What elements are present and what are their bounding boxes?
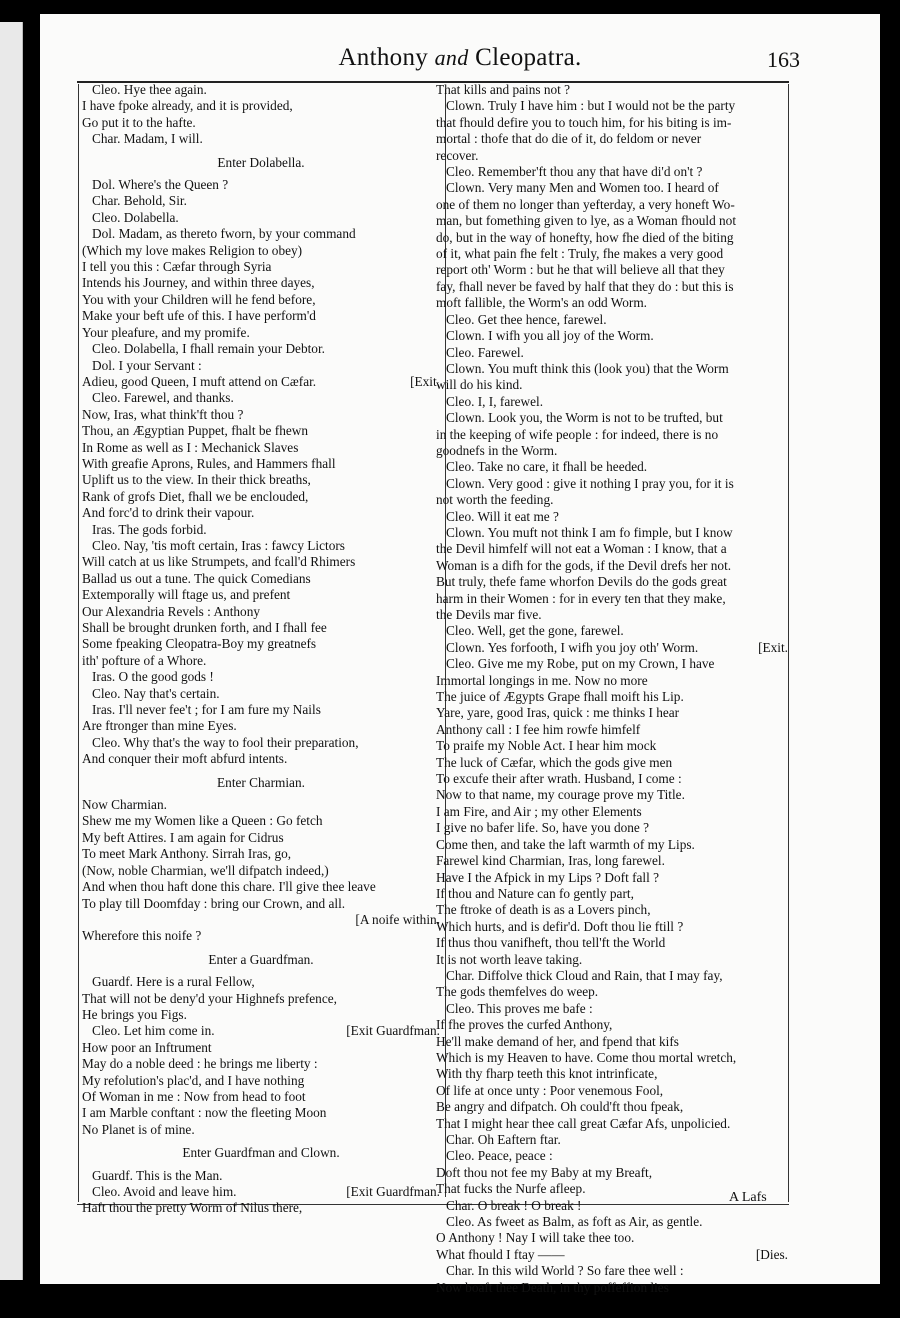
text-line	[82, 1073, 440, 1089]
line-text: I am Fire, and Air ; my other Elements	[436, 803, 642, 819]
text-line	[436, 1148, 788, 1164]
text-line	[82, 830, 440, 846]
text-line	[436, 295, 788, 311]
line-text: Cleo. Farewel.	[436, 344, 524, 360]
text-line	[82, 813, 440, 829]
line-text: report oth' Worm : but he that will believe all that they	[436, 262, 725, 278]
text-line	[82, 912, 440, 928]
line-text: The ftroke of death is as a Lovers pinch,	[436, 902, 651, 918]
line-text: Woman is a difh for the gods, if the Devil drefs her not.	[436, 557, 732, 573]
text-line	[82, 1023, 440, 1039]
line-text: moft fallible, the Worm's an odd Worm.	[436, 295, 648, 311]
line-text: Make your beft ufe of this. I have perform'd	[82, 308, 316, 324]
text-line	[436, 656, 788, 672]
line-text: the Devil himfelf will not eat a Woman : I know, that a	[436, 541, 727, 557]
text-line	[82, 275, 440, 291]
line-text: Cleo. Let him come in.	[82, 1023, 215, 1039]
line-text: Clown. Yes forfooth, I wifh you joy oth' Worm.	[436, 639, 699, 655]
text-line	[436, 1034, 788, 1050]
line-text: Immortal longings in me. Now no more	[436, 672, 648, 688]
text-line	[436, 820, 788, 836]
text-line	[82, 308, 440, 324]
text-line	[82, 472, 440, 488]
line-text: Enter a Guardfman.	[208, 951, 314, 967]
text-line	[436, 148, 788, 164]
line-text: Cleo. Dolabella, I fhall remain your Debtor.	[82, 341, 325, 357]
text-line	[436, 328, 788, 344]
page-number: 163	[767, 47, 800, 72]
line-text: Cleo. Nay, 'tis moft certain, Iras : fawcy Lictors	[82, 537, 345, 553]
text-line	[436, 1001, 788, 1017]
text-line	[436, 640, 788, 656]
line-text: What fhould I ftay ——	[436, 1246, 565, 1262]
line-text: Cleo. Get thee hence, farewel.	[436, 311, 607, 327]
line-text: Shall be brought drunken forth, and I fhall fee	[82, 620, 327, 635]
line-text: The luck of Cæfar, which the gods give men	[436, 754, 673, 770]
text-line	[82, 505, 440, 521]
line-text: But truly, thefe fame whorfon Devils do the gods great	[436, 574, 727, 590]
text-line	[82, 846, 440, 862]
line-text: I have fpoke already, and it is provided,	[82, 98, 293, 114]
line-text: Be angry and difpatch. Oh could'ft thou fpeak,	[436, 1099, 684, 1115]
text-line	[436, 492, 788, 508]
text-line	[436, 1050, 788, 1066]
line-text: Char. O break ! O break !	[436, 1197, 582, 1213]
text-line	[436, 1247, 788, 1263]
line-text: Now Charmian.	[82, 797, 167, 813]
line-text: O Anthony ! Nay I will take thee too.	[436, 1230, 635, 1246]
text-line	[82, 735, 440, 751]
text-line	[436, 804, 788, 820]
text-line	[436, 115, 788, 131]
title-anthony: Anthony	[338, 44, 429, 71]
line-text: Clown. Very good : give it nothing I pray you, for it is	[436, 475, 734, 491]
text-line	[436, 213, 788, 229]
text-line	[82, 1122, 440, 1138]
text-line	[82, 259, 440, 275]
line-text: Cleo. I, I, farewel.	[436, 393, 544, 409]
text-line	[436, 673, 788, 689]
text-line	[436, 705, 788, 721]
line-text: Cleo. Why that's the way to fool their preparation,	[82, 734, 359, 750]
line-text: My beft Attires. I am again for Cidrus	[82, 829, 284, 845]
line-text: Cleo. Avoid and leave him.	[82, 1183, 237, 1199]
text-line	[436, 574, 788, 590]
line-text: I tell you this : Cæfar through Syria	[82, 259, 272, 275]
line-text: Char. Diffolve thick Cloud and Rain, that I may fay,	[436, 967, 723, 983]
line-text: goodnefs in the Worm.	[436, 442, 558, 458]
text-line	[436, 787, 788, 803]
text-line	[436, 853, 788, 869]
line-text: the Devils mar five.	[436, 607, 542, 622]
line-text: Cleo. This proves me bafe :	[436, 1000, 593, 1016]
line-text: Enter Dolabella.	[217, 154, 305, 170]
line-text: May do a noble deed : he brings me liberty :	[82, 1056, 318, 1072]
line-text: He brings you Figs.	[82, 1006, 187, 1022]
text-line	[82, 718, 440, 734]
line-text: Come then, and take the laft warmth of my Lips.	[436, 836, 695, 852]
text-line	[82, 440, 440, 456]
text-line	[82, 131, 440, 147]
line-text: man, but fomething given to lye, as a Woman fhould not	[436, 213, 737, 229]
line-text: Guardf. Here is a rural Fellow,	[82, 974, 255, 990]
line-text: Of Woman in me : Now from head to foot	[82, 1088, 306, 1104]
line-text: If fhe proves the curfed Anthony,	[436, 1017, 613, 1033]
line-text: Iras. O the good gods !	[82, 669, 214, 685]
line-text: Char. Madam, I will.	[82, 131, 203, 147]
text-line	[436, 1132, 788, 1148]
line-text: mortal : thofe that do die of it, do feldom or never	[436, 131, 702, 147]
line-text: Shew me my Women like a Queen : Go fetch	[82, 813, 323, 829]
text-line	[436, 755, 788, 771]
line-text: do, but in the way of honefty, how fhe died of the biting	[436, 229, 734, 245]
line-text: I give no bafer life. So, have you done ?	[436, 820, 650, 836]
text-line	[436, 1116, 788, 1132]
line-text: Our Alexandria Revels : Anthony	[82, 603, 261, 619]
text-line	[82, 193, 440, 209]
line-text: Some fpeaking Cleopatra-Boy my greatnefs	[82, 636, 317, 652]
text-line	[436, 98, 788, 114]
line-text: Cleo. Give me my Robe, put on my Crown, I have	[436, 656, 715, 672]
line-text: fay, fhall never be faved by half that they do : but this is	[436, 278, 734, 294]
line-text: To meet Mark Anthony. Sirrah Iras, go,	[82, 846, 292, 862]
stage-direction	[82, 952, 440, 968]
text-line	[82, 226, 440, 242]
text-line	[82, 896, 440, 912]
text-line	[436, 361, 788, 377]
line-text: And when thou haft done this chare. I'll give thee leave	[82, 879, 376, 895]
line-text: Clown. You muft think this (look you) that the Worm	[436, 360, 729, 376]
line-text: Char. Behold, Sir.	[82, 193, 187, 209]
line-text: I am Marble conftant : now the fleeting Moon	[82, 1105, 327, 1121]
text-line	[82, 98, 440, 114]
line-text: Clown. You muft not think I am fo fimple, but I know	[436, 524, 733, 540]
text-line	[82, 1105, 440, 1121]
line-text: that fhould defire you to touch him, for his biting is im-	[436, 114, 732, 130]
running-title	[40, 44, 880, 72]
stage-exit: [Exit Guardfman.	[346, 1023, 440, 1039]
text-line	[82, 243, 440, 259]
text-line	[436, 459, 788, 475]
text-line	[82, 1200, 440, 1216]
stage-direction	[82, 1145, 440, 1161]
line-text: (Which my love makes Religion to obey)	[82, 242, 303, 258]
line-text: one of them no longer than yefterday, a very honeft Wo-	[436, 196, 735, 212]
line-text: in the keeping of wife people : for indeed, there is no	[436, 426, 719, 442]
text-line	[82, 1007, 440, 1023]
title-cleopatra: Cleopatra.	[475, 44, 582, 71]
line-text: Of life at once unty : Poor venemous Fool,	[436, 1082, 664, 1098]
text-line	[82, 1184, 440, 1200]
text-line	[436, 1066, 788, 1082]
line-text: Thou, an Ægyptian Puppet, fhalt be fhewn	[82, 423, 309, 439]
line-text: If thus thou vanifheft, thou tell'ft the World	[436, 935, 666, 951]
line-text: Will catch at us like Strumpets, and fcall'd Rhimers	[82, 554, 356, 570]
text-line	[436, 525, 788, 541]
line-text: In Rome as well as I : Mechanick Slaves	[82, 439, 299, 455]
line-text: Enter Guardfman and Clown.	[182, 1145, 340, 1161]
line-text: To excufe their after wrath. Husband, I come :	[436, 771, 682, 787]
text-line	[436, 591, 788, 607]
line-text: Guardf. This is the Man.	[82, 1167, 223, 1183]
left-frame-rule	[78, 84, 79, 1202]
line-text: Iras. The gods forbid.	[82, 521, 207, 537]
text-line	[436, 345, 788, 361]
left-column	[82, 82, 440, 1217]
line-text: And conquer their moft abfurd intents.	[82, 751, 288, 767]
text-line	[82, 390, 440, 406]
stage-exit: [Exit.	[758, 639, 788, 655]
line-text: Rank of grofs Diet, fhall we be enclouded,	[82, 488, 309, 504]
line-text: Cleo. Dolabella.	[82, 209, 179, 225]
text-line	[436, 935, 788, 951]
line-text: No Planet is of mine.	[82, 1121, 195, 1137]
text-line	[82, 653, 440, 669]
line-text: Dol. Madam, as thereto fworn, by your command	[82, 226, 356, 242]
line-text: Cleo. Hye thee again.	[82, 82, 207, 97]
text-line	[436, 1230, 788, 1246]
line-text: Anthony call : I fee him rowfe himfelf	[436, 721, 641, 737]
text-line	[436, 984, 788, 1000]
line-text: Enter Charmian.	[217, 774, 305, 790]
text-line	[436, 312, 788, 328]
line-text: And forc'd to drink their vapour.	[82, 505, 255, 521]
stage-exit: [Exit.	[410, 373, 440, 389]
line-text: Cleo. As fweet as Balm, as foft as Air, as gentle.	[436, 1214, 703, 1230]
stage-direction	[82, 775, 440, 791]
text-line	[436, 410, 788, 426]
line-text: Yare, yare, good Iras, quick : me thinks I hear	[436, 705, 680, 721]
text-line	[436, 1263, 788, 1279]
text-line	[436, 870, 788, 886]
line-text: Adieu, good Queen, I muft attend on Cæfar.	[82, 373, 317, 389]
line-text: With greafie Aprons, Rules, and Hammers fhall	[82, 455, 336, 471]
line-text: With thy fharp teeth this knot intrinficate,	[436, 1066, 658, 1082]
line-text: Doft thou not fee my Baby at my Breaft,	[436, 1164, 653, 1180]
text-line	[82, 686, 440, 702]
line-text: Go put it to the hafte.	[82, 114, 196, 130]
text-line	[436, 722, 788, 738]
text-line	[436, 771, 788, 787]
text-line	[436, 443, 788, 459]
text-line	[436, 509, 788, 525]
text-line	[436, 82, 788, 98]
text-line	[436, 1017, 788, 1033]
text-line	[436, 262, 788, 278]
text-line	[436, 902, 788, 918]
line-text: Cleo. Well, get the gone, farewel.	[436, 623, 624, 639]
text-line	[82, 702, 440, 718]
text-line	[82, 292, 440, 308]
text-line	[436, 164, 788, 180]
text-line	[82, 538, 440, 554]
text-line	[436, 230, 788, 246]
line-text: Char. In this wild World ? So fare thee well :	[436, 1263, 684, 1279]
line-text: That I might hear thee call great Cæfar Afs, unpolicied.	[436, 1115, 731, 1131]
line-text: To play till Doomfday : bring our Crown, and all.	[82, 895, 346, 911]
line-text: Which hurts, and is defir'd. Doft thou lie ftill ?	[436, 918, 684, 934]
text-line	[436, 623, 788, 639]
text-line	[436, 427, 788, 443]
line-text: Clown. I wifh you all joy of the Worm.	[436, 328, 654, 344]
line-text: Now to that name, my courage prove my Title.	[436, 787, 685, 803]
line-text: You with your Children will he fend before,	[82, 291, 316, 307]
line-text: Intends his Journey, and within three dayes,	[82, 275, 315, 291]
line-text: Char. Oh Eaftern ftar.	[436, 1132, 561, 1147]
line-text: recover.	[436, 147, 479, 163]
line-text: He'll make demand of her, and fpend that kifs	[436, 1033, 679, 1049]
text-line	[436, 968, 788, 984]
text-line	[82, 1089, 440, 1105]
text-line	[436, 197, 788, 213]
line-text: Cleo. Remember'ft thou any that have di'd on't ?	[436, 164, 703, 180]
line-text: Dol. I your Servant :	[82, 357, 202, 373]
line-text: Cleo. Will it eat me ?	[436, 508, 559, 524]
line-text: How poor an Inftrument	[82, 1039, 212, 1055]
text-line	[82, 407, 440, 423]
text-line	[436, 738, 788, 754]
line-text: Your pleafure, and my promife.	[82, 324, 250, 340]
text-line	[82, 115, 440, 131]
text-line	[436, 377, 788, 393]
text-line	[82, 751, 440, 767]
text-line	[82, 456, 440, 472]
line-text: Have I the Afpick in my Lips ? Doft fall ?	[436, 869, 660, 885]
text-line	[82, 82, 440, 98]
text-line	[82, 636, 440, 652]
text-line	[82, 374, 440, 390]
text-line	[436, 1280, 788, 1296]
book-page	[40, 14, 880, 1295]
title-and: and	[434, 45, 469, 70]
line-text: It is not worth leave taking.	[436, 951, 583, 967]
text-line	[436, 131, 788, 147]
stage-exit: [Exit Guardfman.	[346, 1183, 440, 1199]
text-line	[82, 604, 440, 620]
text-line	[436, 541, 788, 557]
text-line	[436, 837, 788, 853]
text-line	[82, 358, 440, 374]
text-line	[436, 246, 788, 262]
line-text: That kills and pains not ?	[436, 82, 571, 97]
line-text: Ballad us out a tune. The quick Comedians	[82, 570, 311, 586]
text-line	[82, 571, 440, 587]
line-text: Now, Iras, what think'ft thou ?	[82, 406, 244, 422]
line-text: Cleo. Nay that's certain.	[82, 685, 220, 701]
line-text: The juice of Ægypts Grape fhall moift his Lip.	[436, 689, 684, 705]
text-line	[436, 1099, 788, 1115]
line-text: If thou and Nature can fo gently part,	[436, 885, 634, 901]
text-line	[436, 558, 788, 574]
line-text: Cleo. Peace, peace :	[436, 1148, 553, 1164]
line-text: Haft thou the pretty Worm of Nilus there,	[82, 1200, 303, 1216]
line-text: Now boaft thee Death, in thy poffeffion lies	[436, 1279, 669, 1295]
line-text: ith' pofture of a Whore.	[82, 652, 207, 668]
line-text: not worth the feeding.	[436, 492, 554, 508]
line-text: Cleo. Take no care, it fhall be heeded.	[436, 459, 648, 475]
text-line	[82, 1056, 440, 1072]
stage-exit: [A noife within.	[355, 911, 440, 927]
adjacent-page-edge	[0, 22, 23, 1280]
line-text: Clown. Look you, the Worm is not to be trufted, but	[436, 410, 723, 426]
line-text: Dol. Where's the Queen ?	[82, 177, 229, 193]
line-text: Are ftronger than mine Eyes.	[82, 718, 237, 734]
line-text: That will not be deny'd your Highnefs prefence,	[82, 990, 337, 1006]
right-column	[436, 82, 788, 1296]
stage-direction	[82, 155, 440, 171]
text-line	[436, 476, 788, 492]
text-line	[436, 1083, 788, 1099]
text-line	[82, 489, 440, 505]
line-text: will do his kind.	[436, 377, 523, 393]
line-text: Cleo. Farewel, and thanks.	[82, 390, 234, 406]
right-frame-rule	[788, 84, 789, 1202]
line-text: (Now, noble Charmian, we'll difpatch indeed,)	[82, 862, 329, 878]
text-line	[82, 863, 440, 879]
text-line	[82, 522, 440, 538]
text-line	[82, 341, 440, 357]
line-text: Which is my Heaven to have. Come thou mortal wretch,	[436, 1049, 737, 1065]
line-text: Wherefore this noife ?	[82, 928, 202, 944]
text-line	[436, 886, 788, 902]
text-line	[82, 928, 440, 944]
text-line	[436, 952, 788, 968]
text-line	[82, 554, 440, 570]
line-text: Clown. Truly I have him : but I would not be the party	[436, 98, 736, 114]
line-text: harm in their Women : for in every ten that they make,	[436, 590, 726, 606]
line-text: Extemporally will ftage us, and prefent	[82, 587, 291, 603]
line-text: The gods themfelves do weep.	[436, 984, 599, 1000]
text-line	[82, 797, 440, 813]
text-line	[436, 279, 788, 295]
text-line	[436, 394, 788, 410]
text-line	[82, 423, 440, 439]
text-line	[436, 919, 788, 935]
text-line	[436, 180, 788, 196]
text-line	[82, 991, 440, 1007]
line-text: Iras. I'll never fee't ; for I am fure my Nails	[82, 702, 321, 718]
text-line	[82, 325, 440, 341]
text-line	[82, 879, 440, 895]
line-text: Clown. Very many Men and Women too. I heard of	[436, 180, 719, 196]
text-line	[82, 587, 440, 603]
line-text: Uplift us to the view. In their thick breaths,	[82, 472, 311, 488]
text-line	[436, 607, 788, 623]
text-line	[82, 669, 440, 685]
line-text: Farewel kind Charmian, Iras, long farewel.	[436, 853, 665, 869]
line-text: That fucks the Nurfe afleep.	[436, 1181, 586, 1197]
text-line	[82, 974, 440, 990]
text-line	[436, 1165, 788, 1181]
text-line	[436, 689, 788, 705]
text-line	[82, 620, 440, 636]
text-line	[82, 210, 440, 226]
stage-exit: [Dies.	[755, 1246, 788, 1262]
line-text: To praife my Noble Act. I hear him mock	[436, 738, 657, 754]
text-line	[82, 1040, 440, 1056]
line-text: My refolution's plac'd, and I have nothing	[82, 1072, 305, 1088]
text-line	[82, 1168, 440, 1184]
text-line	[82, 177, 440, 193]
catchword: A Lafs	[729, 1190, 767, 1205]
line-text: of it, what pain fhe felt : Truly, fhe makes a very good	[436, 246, 724, 262]
text-line	[436, 1214, 788, 1230]
